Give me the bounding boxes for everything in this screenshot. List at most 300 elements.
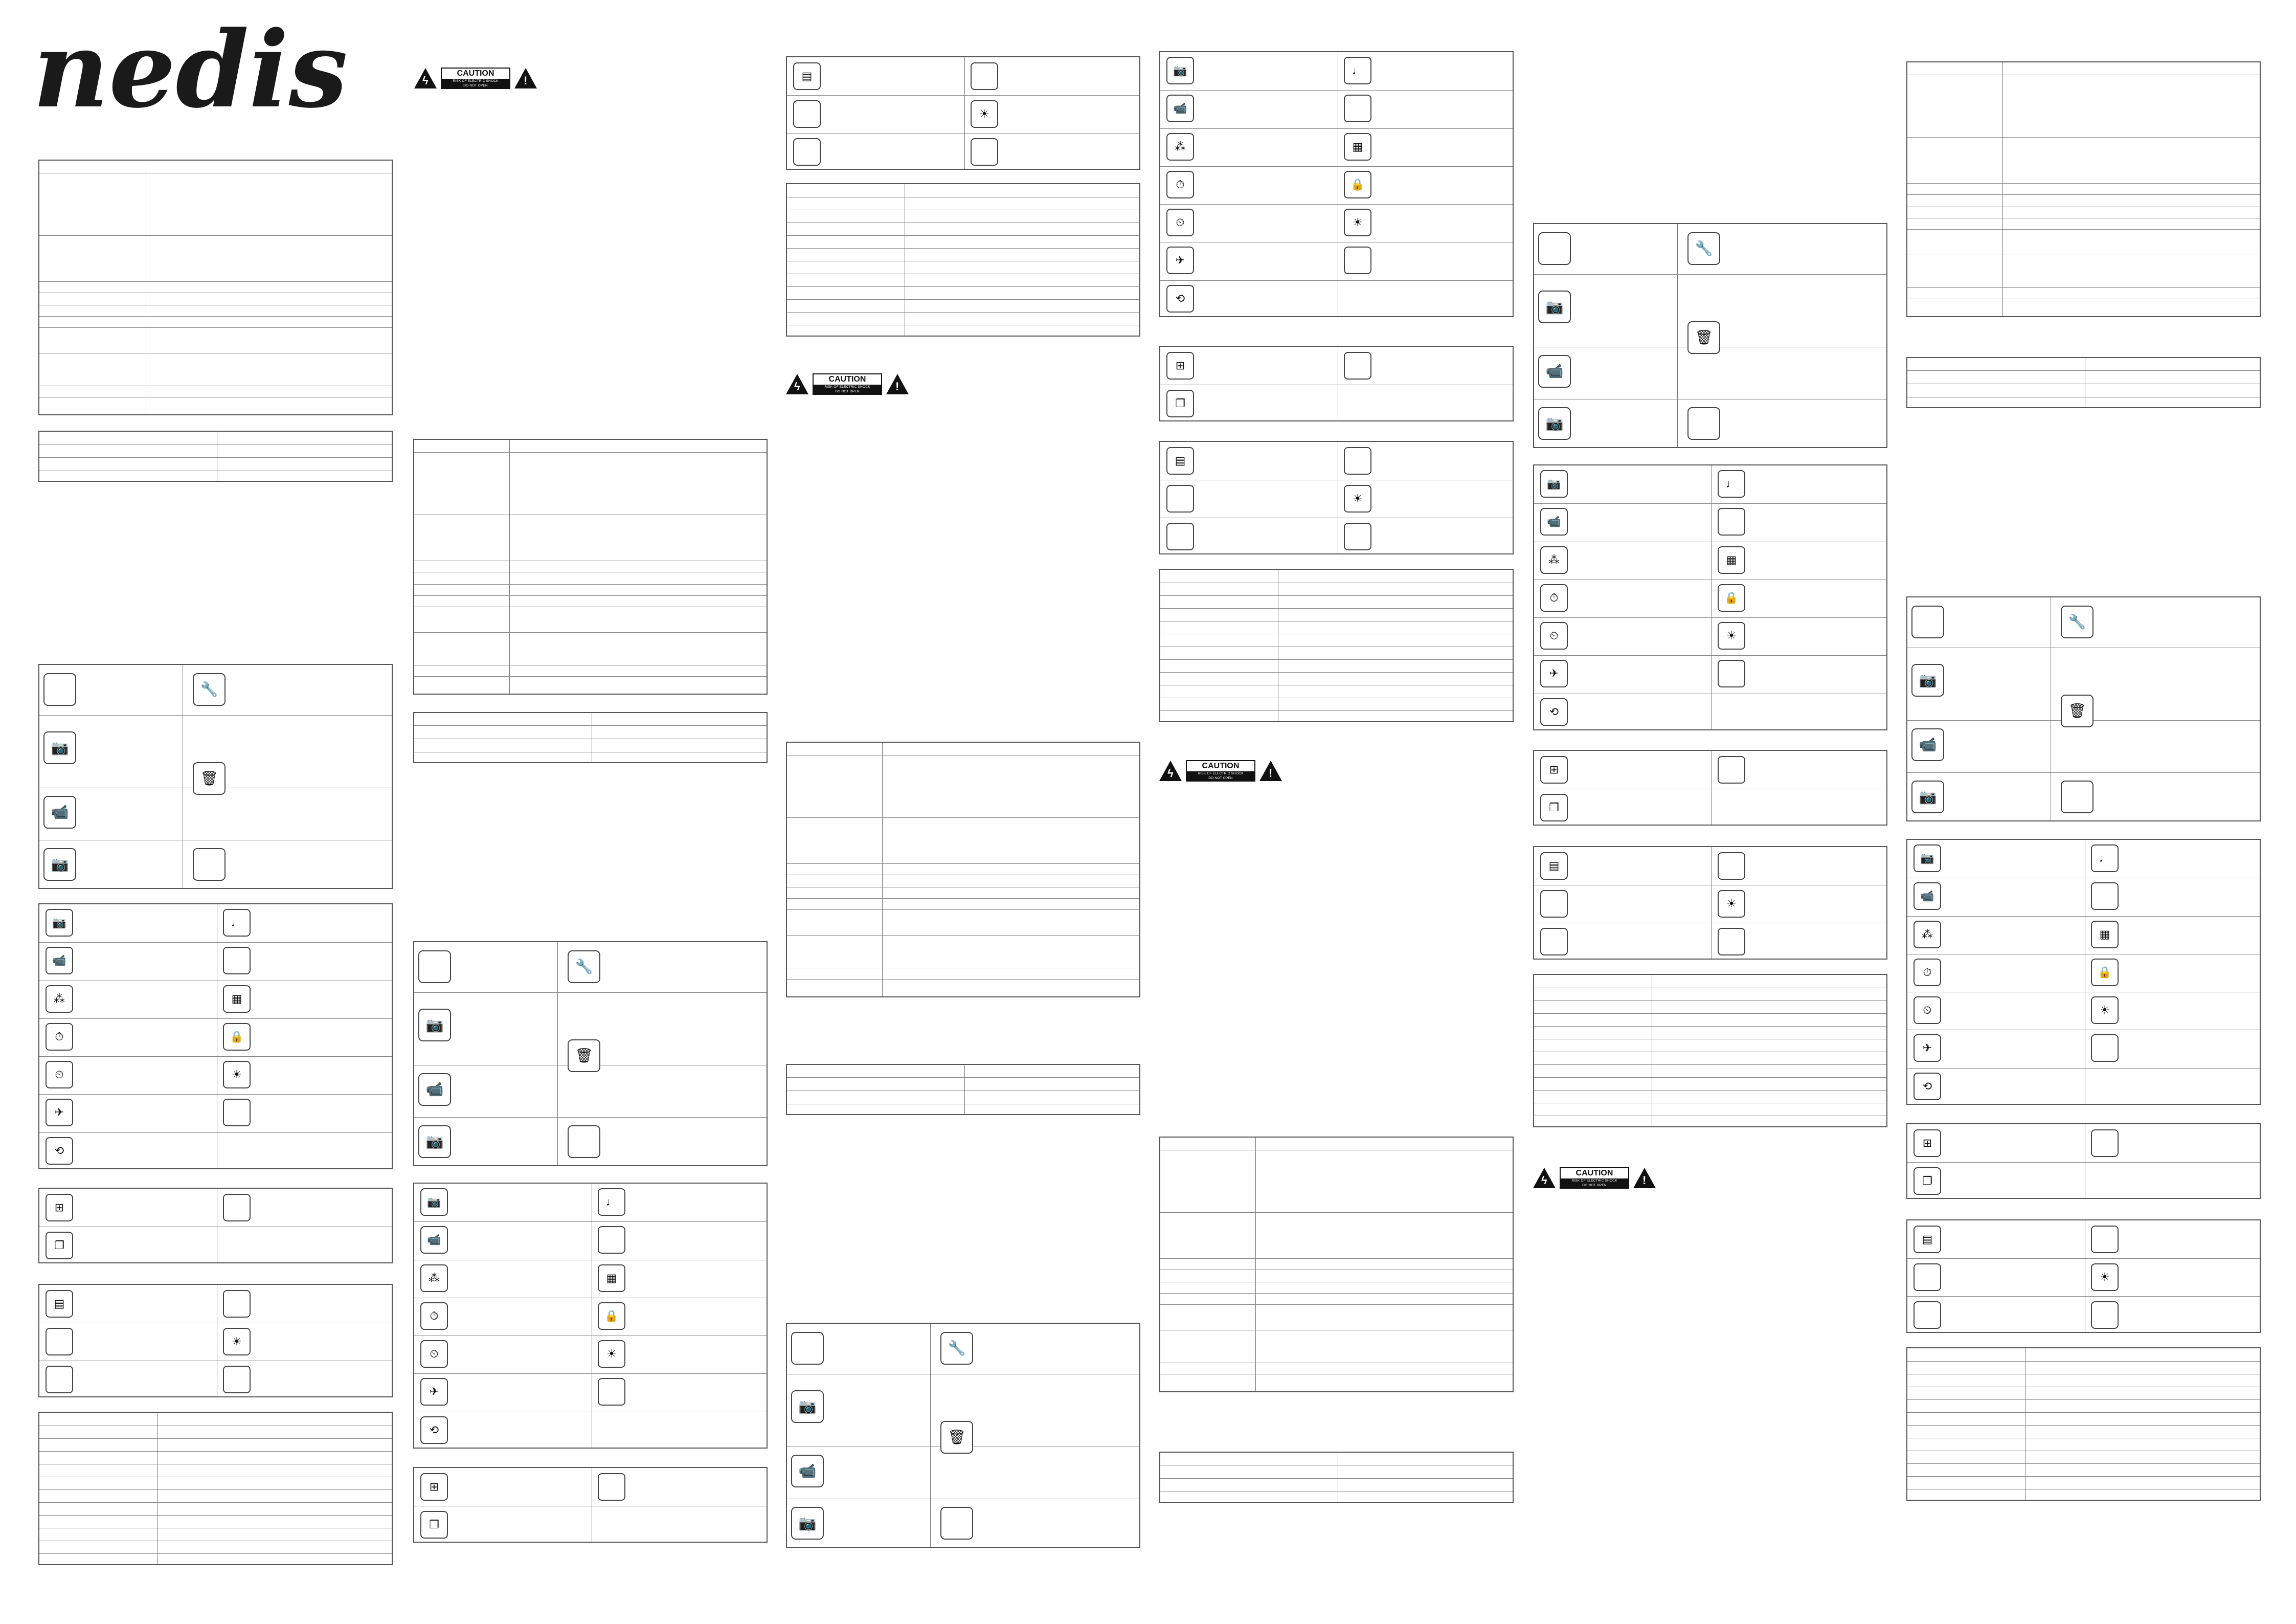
burst-mode-icon: ⁂ — [1914, 921, 1941, 948]
table-row-divider — [39, 715, 392, 716]
table-row-divider — [1160, 608, 1513, 609]
nedis-logo — [33, 20, 401, 138]
settings-icons-table — [1533, 846, 1887, 960]
grid-icon: ▦ — [223, 985, 251, 1013]
short-table — [786, 1064, 1140, 1115]
sport-mode-icon: ✈ — [1914, 1034, 1941, 1062]
caution-title: CAUTION — [828, 375, 866, 384]
table-row-divider — [414, 676, 767, 677]
blank-icon — [1718, 756, 1745, 784]
table-row-divider — [39, 281, 392, 282]
table-row-divider — [787, 898, 1139, 899]
caution-text-block — [441, 68, 510, 89]
blank-icon — [418, 950, 451, 983]
table-row-divider — [39, 1132, 392, 1133]
settings-icons-table — [38, 1188, 393, 1263]
music-note-icon: ♩ — [2091, 844, 2119, 872]
blank-icon — [971, 138, 998, 166]
grid-icon: ▦ — [1718, 546, 1745, 574]
camera-icon: 📷 — [420, 1188, 448, 1216]
table-column-divider — [930, 1324, 931, 1547]
blank-icon — [971, 62, 998, 90]
music-note-icon: ♩ — [1718, 470, 1745, 498]
photo-video-icon: 📷 — [1538, 407, 1571, 440]
brightness-icon: ☀ — [1344, 485, 1371, 513]
table-row-divider — [1534, 1013, 1886, 1014]
caution-label — [414, 68, 537, 89]
table-row-divider — [1907, 1425, 2260, 1426]
exclamation-warning-icon: ! — [514, 68, 537, 88]
mode-icons-table — [38, 903, 393, 1169]
copy-icon: ❐ — [1166, 390, 1194, 417]
specifications-table — [413, 439, 768, 695]
sport-mode-icon: ✈ — [46, 1099, 73, 1126]
table-row-divider — [39, 1018, 392, 1019]
table-row-divider — [1907, 1162, 2260, 1163]
table-row-divider — [1534, 1026, 1886, 1027]
self-timer-icon: ⏱ — [1540, 584, 1568, 612]
blank-icon — [1718, 508, 1745, 536]
specifications-table — [1906, 61, 2261, 317]
menu-list-table — [1159, 569, 1514, 722]
table-row-divider — [1534, 1077, 1886, 1078]
caution-line-2: RISK OF ELECTRIC SHOCK — [1187, 771, 1254, 776]
frame-icon: ⊞ — [1540, 756, 1568, 784]
blank-icon — [1540, 928, 1568, 955]
blank-icon — [2091, 1226, 2119, 1253]
blank-icon — [223, 1366, 251, 1393]
caution-title: CAUTION — [1575, 1169, 1613, 1177]
blank-icon — [1166, 485, 1194, 513]
specifications-table — [38, 160, 393, 415]
table-row-divider — [787, 909, 1139, 910]
blank-icon — [223, 947, 251, 974]
burst-mode-icon: ⁂ — [1540, 546, 1568, 574]
trash-icon: 🗑 — [568, 1039, 600, 1072]
caution-line-3: DO NOT OPEN — [1187, 776, 1254, 781]
blank-icon — [2091, 1034, 2119, 1062]
wrench-icon: 🔧 — [2061, 606, 2094, 638]
button-functions-table — [413, 941, 768, 1166]
table-row-divider — [414, 595, 767, 596]
menu-list-table — [1533, 974, 1887, 1127]
table-row-divider — [787, 935, 1139, 936]
table-row-divider — [787, 1077, 1139, 1078]
caution-text-block — [813, 373, 882, 395]
photo-video-icon: 📷 — [43, 848, 76, 881]
camera-icon: 📷 — [418, 1009, 451, 1041]
blank-icon — [46, 1328, 73, 1355]
table-row-divider — [1907, 916, 2260, 917]
settings-icons-table — [1159, 441, 1514, 554]
button-functions-table — [1906, 596, 2261, 821]
blank-icon — [1718, 660, 1745, 687]
self-timer-icon: ⏱ — [46, 1023, 73, 1051]
video-camera-icon: 📹 — [46, 947, 73, 974]
lock-icon: 🔒 — [223, 1023, 251, 1051]
button-functions-table — [1533, 223, 1887, 448]
grid-icon: ▦ — [598, 1264, 625, 1292]
photo-video-icon: 📷 — [418, 1125, 451, 1158]
settings-icons-table — [1533, 750, 1887, 826]
time-lapse-icon: ⏲ — [1540, 622, 1568, 650]
blank-icon — [598, 1378, 625, 1406]
blank-icon — [1718, 852, 1745, 880]
menu-list-table — [786, 183, 1140, 337]
copy-icon: ❐ — [1914, 1167, 1941, 1195]
table-row-divider — [1160, 672, 1513, 673]
table-row-divider — [414, 1221, 767, 1222]
settings-icons-table — [1906, 1219, 2261, 1333]
table-row-divider — [787, 235, 1139, 236]
blank-icon — [193, 848, 226, 881]
blank-icon — [1538, 232, 1571, 265]
video-camera-icon: 📹 — [1166, 95, 1194, 122]
table-row-divider — [1160, 1478, 1513, 1479]
loop-recording-icon: ⟲ — [46, 1137, 73, 1165]
blank-icon — [2091, 882, 2119, 910]
time-lapse-icon: ⏲ — [420, 1340, 448, 1368]
blank-icon — [2091, 1301, 2119, 1329]
table-column-divider — [509, 440, 510, 694]
specifications-table — [1159, 1137, 1514, 1392]
wrench-icon: 🔧 — [568, 950, 600, 983]
table-row-divider — [787, 286, 1139, 287]
video-camera-icon: 📹 — [1538, 355, 1571, 388]
blank-icon — [46, 1366, 73, 1393]
exclamation-warning-icon: ! — [1633, 1168, 1656, 1188]
wrench-icon: 🔧 — [193, 673, 226, 706]
table-row-divider — [39, 1094, 392, 1095]
table-row-divider — [1907, 287, 2260, 288]
table-row-divider — [1534, 1064, 1886, 1065]
loop-recording-icon: ⟲ — [1914, 1073, 1941, 1100]
self-timer-icon: ⏱ — [420, 1302, 448, 1330]
lock-icon: 🔒 — [598, 1302, 625, 1330]
brightness-icon: ☀ — [971, 100, 998, 128]
button-functions-table — [786, 1323, 1140, 1548]
mode-icons-table — [1906, 839, 2261, 1105]
table-row-divider — [1160, 166, 1513, 167]
table-row-divider — [1907, 1463, 2260, 1464]
table-column-divider — [882, 743, 883, 996]
table-row-divider — [39, 235, 392, 236]
grid-icon: ▦ — [1344, 133, 1371, 161]
lock-icon: 🔒 — [1344, 171, 1371, 198]
film-icon: ▤ — [793, 62, 821, 90]
table-row-divider — [1160, 1293, 1513, 1294]
caution-line-2: RISK OF ELECTRIC SHOCK — [1561, 1178, 1628, 1183]
frame-icon: ⊞ — [420, 1473, 448, 1501]
camera-icon: 📷 — [1538, 291, 1571, 323]
table-row-divider — [1534, 1090, 1886, 1091]
blank-icon — [598, 1473, 625, 1501]
self-timer-icon: ⏱ — [1914, 959, 1941, 986]
settings-icons-table — [38, 1284, 393, 1397]
table-row-divider — [414, 725, 767, 726]
short-table — [38, 431, 393, 482]
table-row-divider — [39, 1056, 392, 1057]
caution-text-block — [1186, 760, 1255, 782]
blank-icon — [791, 1332, 824, 1365]
electric-shock-warning-icon: ϟ — [786, 374, 808, 394]
blank-icon — [1344, 95, 1371, 122]
caution-line-3: DO NOT OPEN — [814, 389, 881, 394]
music-note-icon: ♩ — [598, 1188, 625, 1216]
video-camera-icon: 📹 — [1914, 882, 1941, 910]
table-row-divider — [1160, 1212, 1513, 1213]
table-column-divider — [1255, 1138, 1256, 1391]
table-row-divider — [414, 452, 767, 453]
blank-icon — [2091, 1129, 2119, 1157]
sport-mode-icon: ✈ — [1540, 660, 1568, 687]
blank-icon — [223, 1194, 251, 1221]
short-table — [1159, 1452, 1514, 1503]
blank-icon — [793, 100, 821, 128]
table-row-divider — [414, 1117, 767, 1118]
table-row-divider — [787, 248, 1139, 249]
burst-mode-icon: ⁂ — [46, 985, 73, 1013]
blank-icon — [1344, 247, 1371, 274]
menu-list-table — [38, 1412, 393, 1565]
burst-mode-icon: ⁂ — [420, 1264, 448, 1292]
blank-icon — [568, 1125, 600, 1158]
wrench-icon: 🔧 — [940, 1332, 973, 1365]
time-lapse-icon: ⏲ — [1914, 996, 1941, 1024]
trash-icon: 🗑 — [1687, 321, 1720, 354]
brightness-icon: ☀ — [1344, 209, 1371, 236]
self-timer-icon: ⏱ — [1166, 171, 1194, 198]
table-row-divider — [414, 584, 767, 585]
blank-icon — [1914, 1301, 1941, 1329]
film-icon: ▤ — [1914, 1226, 1941, 1253]
mode-icons-table — [1159, 51, 1514, 317]
table-row-divider — [1160, 710, 1513, 711]
table-row-divider — [787, 312, 1139, 313]
blank-icon — [793, 138, 821, 166]
table-row-divider — [1907, 1068, 2260, 1069]
camera-icon: 📷 — [791, 1390, 824, 1423]
table-row-divider — [39, 316, 392, 317]
table-row-divider — [1907, 1399, 2260, 1400]
lock-icon: 🔒 — [1718, 584, 1745, 612]
caution-line-3: DO NOT OPEN — [442, 83, 509, 88]
table-row-divider — [1534, 617, 1886, 618]
table-row-divider — [39, 1502, 392, 1503]
table-row-divider — [39, 1515, 392, 1516]
film-icon: ▤ — [1540, 852, 1568, 880]
settings-icons-table — [413, 1467, 768, 1543]
blank-icon — [1718, 928, 1745, 955]
trash-icon: 🗑 — [193, 762, 226, 795]
table-row-divider — [39, 1438, 392, 1439]
caution-text-block — [1560, 1167, 1629, 1189]
caution-line-2: RISK OF ELECTRIC SHOCK — [814, 385, 881, 389]
exclamation-warning-icon: ! — [1259, 761, 1282, 781]
brightness-icon: ☀ — [2091, 996, 2119, 1024]
frame-icon: ⊞ — [1166, 352, 1194, 380]
table-row-divider — [1907, 720, 2051, 721]
photo-video-icon: 📷 — [791, 1507, 824, 1540]
blank-icon — [1911, 606, 1944, 638]
mode-icons-table — [413, 1183, 768, 1449]
video-camera-icon: 📹 — [1911, 728, 1944, 761]
table-row-divider — [1534, 655, 1886, 656]
trash-icon: 🗑 — [940, 1421, 973, 1454]
table-row-divider — [1160, 90, 1513, 91]
table-row-divider — [414, 1373, 767, 1374]
specifications-table — [786, 742, 1140, 997]
table-column-divider — [557, 942, 558, 1165]
loop-recording-icon: ⟲ — [1540, 698, 1568, 726]
blank-icon — [1344, 447, 1371, 475]
camera-icon: 📷 — [1166, 57, 1194, 84]
table-row-divider — [1907, 1258, 2260, 1259]
table-row-divider — [787, 299, 1139, 300]
camera-icon: 📷 — [1540, 470, 1568, 498]
table-row-divider — [1907, 1412, 2260, 1413]
film-icon: ▤ — [46, 1290, 73, 1318]
loop-recording-icon: ⟲ — [1166, 285, 1194, 313]
music-note-icon: ♩ — [1344, 57, 1371, 84]
table-column-divider — [964, 1065, 965, 1114]
table-row-divider — [1160, 128, 1513, 129]
short-table — [1906, 357, 2261, 408]
table-row-divider — [39, 1553, 392, 1554]
caution-label — [786, 373, 909, 395]
brightness-icon: ☀ — [1718, 622, 1745, 650]
table-row-divider — [414, 632, 767, 633]
camera-icon: 📷 — [46, 909, 73, 937]
table-row-divider — [1907, 772, 2260, 773]
photo-video-icon: 📷 — [1911, 781, 1944, 813]
table-column-divider — [2002, 62, 2003, 316]
table-row-divider — [1160, 1304, 1513, 1305]
time-lapse-icon: ⏲ — [46, 1061, 73, 1088]
loop-recording-icon: ⟲ — [420, 1416, 448, 1444]
table-column-divider — [1677, 224, 1678, 447]
electric-shock-warning-icon: ϟ — [1159, 761, 1182, 781]
copy-icon: ❐ — [1540, 794, 1568, 821]
table-row-divider — [39, 1451, 392, 1452]
table-row-divider — [1907, 229, 2260, 230]
brightness-icon: ☀ — [223, 1328, 251, 1355]
brightness-icon: ☀ — [1718, 890, 1745, 918]
caution-line-3: DO NOT OPEN — [1561, 1183, 1628, 1188]
table-row-divider — [1160, 659, 1513, 660]
camera-icon: 📷 — [1911, 664, 1944, 697]
blank-icon — [1166, 523, 1194, 550]
music-note-icon: ♩ — [223, 909, 251, 937]
video-camera-icon: 📹 — [418, 1073, 451, 1106]
electric-shock-warning-icon: ϟ — [414, 68, 437, 88]
table-row-divider — [39, 942, 392, 943]
table-row-divider — [787, 817, 1139, 818]
table-row-divider — [1160, 1258, 1513, 1259]
table-row-divider — [1160, 595, 1513, 596]
table-row-divider — [1160, 204, 1513, 205]
lock-icon: 🔒 — [2091, 959, 2119, 986]
table-row-divider — [1907, 1361, 2260, 1362]
blank-icon — [1914, 1263, 1941, 1291]
mode-icons-table — [1533, 464, 1887, 730]
blank-icon — [2061, 781, 2094, 813]
table-row-divider — [414, 992, 767, 993]
table-row-divider — [1907, 1476, 2260, 1477]
table-row-divider — [787, 979, 1139, 980]
blank-icon — [223, 1099, 251, 1126]
button-functions-table — [38, 664, 393, 889]
caution-line-2: RISK OF ELECTRIC SHOCK — [442, 79, 509, 83]
settings-icons-table — [1906, 1123, 2261, 1199]
logo-text: nedis — [33, 20, 348, 131]
electric-shock-warning-icon: ϟ — [1533, 1168, 1556, 1188]
table-row-divider — [1907, 370, 2260, 371]
short-table — [413, 712, 768, 763]
copy-icon: ❐ — [420, 1511, 448, 1539]
caution-label — [1159, 760, 1282, 782]
video-camera-icon: 📹 — [43, 796, 76, 829]
table-row-divider — [39, 327, 392, 328]
settings-icons-table — [786, 56, 1140, 170]
sport-mode-icon: ✈ — [420, 1378, 448, 1406]
menu-list-table — [1906, 1347, 2261, 1501]
table-row-divider — [1534, 503, 1886, 504]
table-row-divider — [787, 863, 1139, 864]
table-row-divider — [1534, 1000, 1886, 1001]
blank-icon — [598, 1226, 625, 1254]
camera-icon: 📷 — [1914, 844, 1941, 872]
blank-icon — [1344, 523, 1371, 550]
table-column-divider — [964, 57, 965, 169]
table-row-divider — [1907, 137, 2260, 138]
caution-title: CAUTION — [457, 69, 494, 78]
brightness-icon: ☀ — [223, 1061, 251, 1088]
table-row-divider — [1534, 274, 1886, 275]
film-icon: ▤ — [1166, 447, 1194, 475]
burst-mode-icon: ⁂ — [1166, 133, 1194, 161]
table-row-divider — [39, 457, 392, 458]
blank-icon — [223, 1290, 251, 1318]
blank-icon — [43, 673, 76, 706]
exclamation-warning-icon: ! — [886, 374, 909, 394]
video-camera-icon: 📹 — [791, 1455, 824, 1487]
grid-icon: ▦ — [2091, 921, 2119, 948]
table-row-divider — [1907, 1296, 2260, 1297]
copy-icon: ❐ — [46, 1232, 73, 1259]
brightness-icon: ☀ — [2091, 1263, 2119, 1291]
frame-icon: ⊞ — [46, 1194, 73, 1221]
wrench-icon: 🔧 — [1687, 232, 1720, 265]
frame-icon: ⊞ — [1914, 1129, 1941, 1157]
brightness-icon: ☀ — [598, 1340, 625, 1368]
blank-icon — [1687, 407, 1720, 440]
video-camera-icon: 📹 — [420, 1226, 448, 1254]
settings-icons-table — [1159, 346, 1514, 421]
table-row-divider — [787, 133, 1139, 134]
time-lapse-icon: ⏲ — [1166, 209, 1194, 236]
table-row-divider — [1160, 280, 1513, 281]
trash-icon: 🗑 — [2061, 695, 2094, 727]
video-camera-icon: 📹 — [1540, 508, 1568, 536]
blank-icon — [1344, 352, 1371, 380]
camera-icon: 📷 — [43, 731, 76, 764]
sport-mode-icon: ✈ — [1166, 247, 1194, 274]
caution-label — [1533, 1167, 1656, 1189]
table-row-divider — [1907, 183, 2260, 184]
blank-icon — [1540, 890, 1568, 918]
table-row-divider — [39, 1489, 392, 1490]
